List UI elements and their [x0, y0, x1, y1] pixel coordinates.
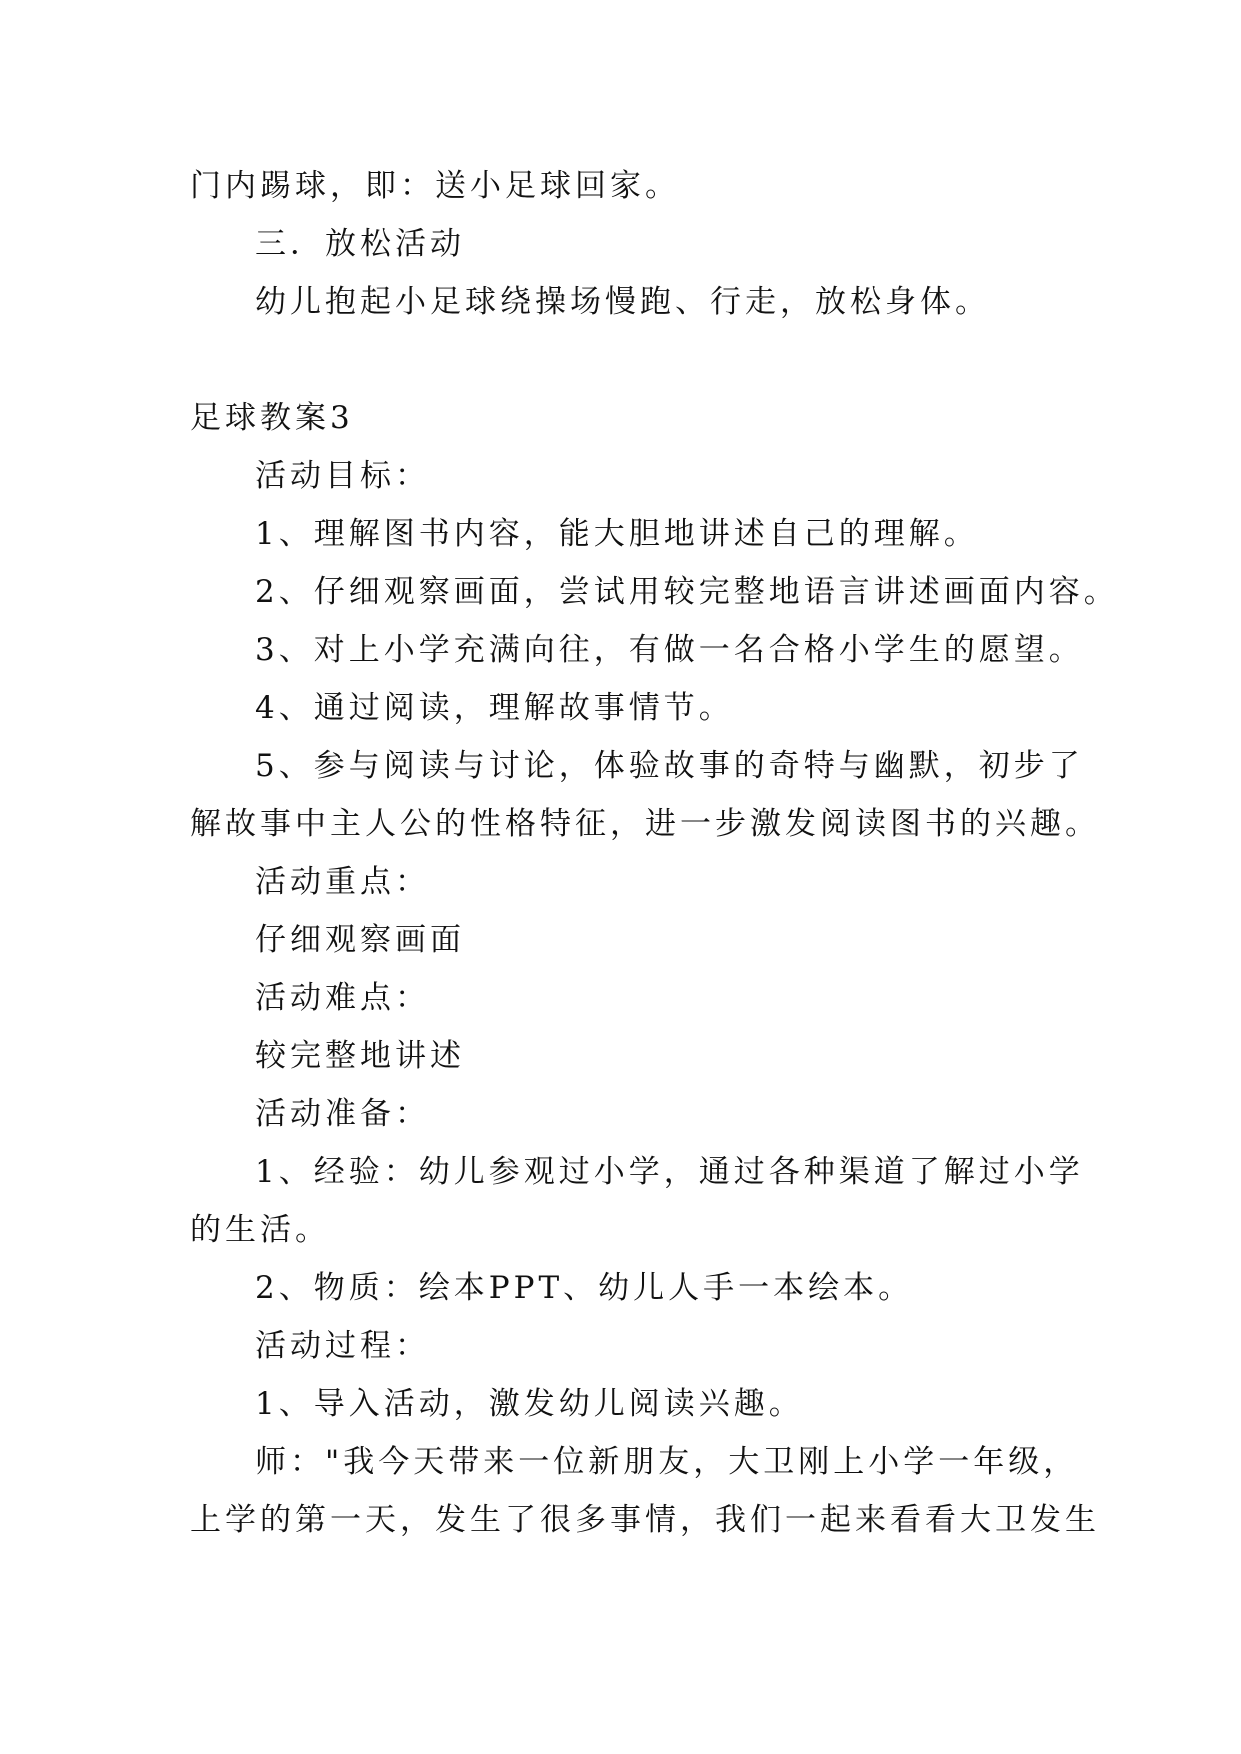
heading-goals: 活动目标： [255, 458, 430, 494]
goal-item-continuation: 解故事中主人公的性格特征，进一步激发阅读图书的兴趣。 [190, 806, 1100, 842]
goal-item: 5、参与阅读与讨论，体验故事的奇特与幽默，初步了 [255, 748, 1084, 784]
text-line: 师："我今天带来一位新朋友，大卫刚上小学一年级， [255, 1444, 1079, 1480]
heading-process: 活动过程： [255, 1328, 430, 1364]
section-heading-relax: 三．放松活动 [255, 226, 465, 262]
heading-key-points: 活动重点： [255, 864, 430, 900]
prep-item: 2、物质：绘本PPT、幼儿人手一本绘本。 [255, 1270, 914, 1306]
goal-item: 1、理解图书内容，能大胆地讲述自己的理解。 [255, 516, 979, 552]
text-line-continuation: 门内踢球，即：送小足球回家。 [190, 168, 680, 204]
process-item: 1、导入活动，激发幼儿阅读兴趣。 [255, 1386, 804, 1422]
heading-preparation: 活动准备： [255, 1096, 430, 1132]
goal-item: 4、通过阅读，理解故事情节。 [255, 690, 734, 726]
goal-item: 3、对上小学充满向往，有做一名合格小学生的愿望。 [255, 632, 1084, 668]
prep-item: 1、经验：幼儿参观过小学，通过各种渠道了解过小学 [255, 1154, 1084, 1190]
heading-difficulties: 活动难点： [255, 980, 430, 1016]
text-line: 较完整地讲述 [255, 1038, 465, 1074]
text-line: 幼儿抱起小足球绕操场慢跑、行走，放松身体。 [255, 284, 990, 320]
text-line-continuation: 上学的第一天，发生了很多事情，我们一起来看看大卫发生 [190, 1502, 1100, 1538]
prep-item-continuation: 的生活。 [190, 1212, 330, 1248]
lesson-title: 足球教案3 [190, 400, 354, 436]
goal-item: 2、仔细观察画面，尝试用较完整地语言讲述画面内容。 [255, 574, 1119, 610]
text-line: 仔细观察画面 [255, 922, 465, 958]
